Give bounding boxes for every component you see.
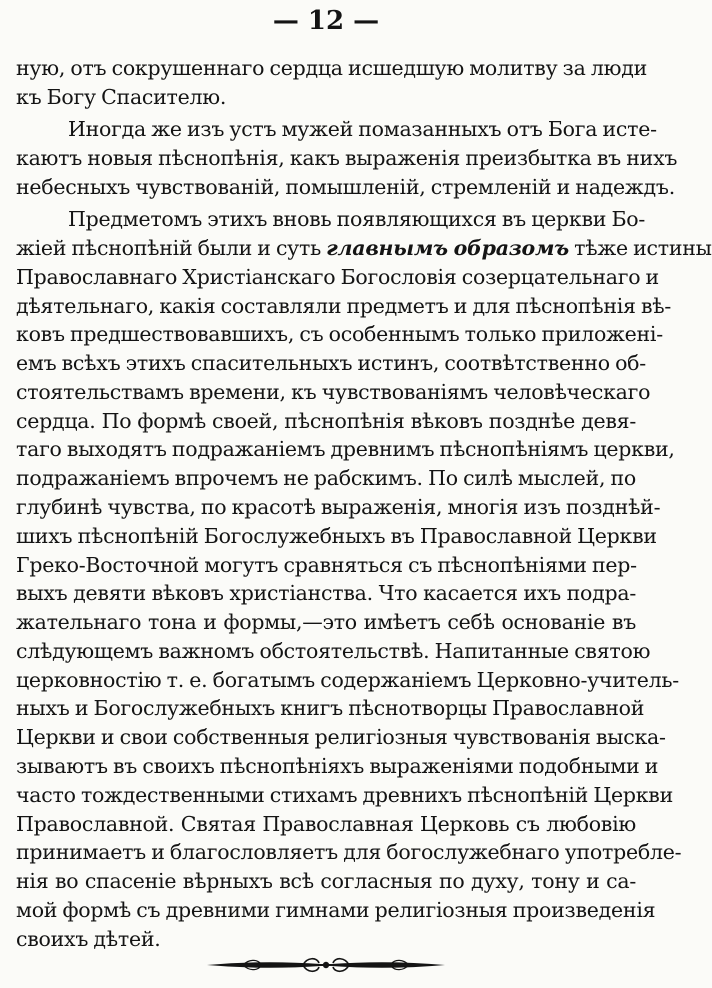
- text-line: Православнаго Христіанскаго Богословія созерцательнаго и: [16, 265, 659, 289]
- text-line: своихъ дѣтей.: [16, 927, 161, 951]
- text-line: шихъ пѣснопѣній Богослужебныхъ въ Православной Церкви: [16, 524, 657, 548]
- text-line: нія во спасеніе вѣрныхъ всѣ согласныя по духу, тону и са-: [16, 869, 636, 893]
- text-line-with-emphasis: [16, 234, 712, 262]
- text-line: Иногда же изъ устъ мужей помазанныхъ отъ Бога исте-: [68, 117, 657, 141]
- text-line: емъ всѣхъ этихъ спасительныхъ истинъ, соотвѣтственно об-: [16, 351, 646, 375]
- text-line: каютъ новыя пѣснопѣнія, какъ выраженія преизбытка въ нихъ: [16, 146, 678, 170]
- text-line: часто тождественными стихамъ древнихъ пѣснопѣній Церкви: [16, 783, 673, 807]
- text-line: Предметомъ этихъ вновь появляющихся въ церкви Бо-: [68, 207, 646, 231]
- text-line: къ Богу Спасителю.: [16, 85, 227, 109]
- text-line: подражаніемъ впрочемъ не рабскимъ. По силѣ мыслей, по: [16, 466, 636, 490]
- text-line: Греко-Восточной могутъ сравняться съ пѣснопѣніями пер-: [16, 553, 637, 577]
- text-line: ковъ предшествовавшихъ, съ особеннымъ только приложені-: [16, 322, 663, 346]
- text-line: глубинѣ чувства, по красотѣ выраженія, многія изъ позднѣй-: [16, 495, 661, 519]
- text-line: стоятельствамъ времени, къ чувствованіямъ человѣческаго: [16, 380, 651, 404]
- text-line: ную, отъ сокрушеннаго сердца исшедшую молитву за люди: [16, 56, 647, 80]
- text-line: таго выходятъ подражаніемъ древнимъ пѣснопѣніямъ церкви,: [16, 437, 675, 461]
- text-line: Православной. Святая Православная Церковь съ любовію: [16, 812, 636, 836]
- text-line: ныхъ и Богослужебныхъ книгъ пѣснотворцы Православной: [16, 696, 645, 720]
- text-line: церковностію т. е. богатымъ содержаніемъ Церковно-учитель-: [16, 668, 679, 692]
- text-segment: жіей пѣснопѣній были и суть: [16, 236, 327, 260]
- text-line: зываютъ въ своихъ пѣснопѣніяхъ выраженіями подобными и: [16, 754, 659, 778]
- text-line: небесныхъ чувствованій, помышленій, стремленій и надеждъ.: [16, 175, 675, 199]
- emphasized-phrase: главнымъ образомъ: [326, 236, 569, 260]
- text-line: слѣдующемъ важномъ обстоятельствѣ. Напитанные святою: [16, 639, 651, 663]
- text-line: сердца. По формѣ своей, пѣснопѣнія вѣковъ позднѣе девя-: [16, 409, 636, 433]
- text-line: мой формѣ съ древними гимнами религіозныя произведенія: [16, 898, 656, 922]
- text-segment: тѣже истины: [568, 236, 712, 260]
- text-line: Церкви и свои собственныя религіозныя чувствованія выска-: [16, 725, 666, 749]
- page-number: — 12 —: [272, 6, 380, 36]
- text-line: жательнаго тона и формы,—это имѣетъ себѣ основаніе въ: [16, 610, 636, 634]
- decorative-scroll-ornament-icon: [203, 955, 449, 975]
- text-line: выхъ девяти вѣковъ христіанства. Что касается ихъ подра-: [16, 581, 636, 605]
- text-line: дѣятельнаго, какія составляли предметъ и для пѣснопѣнія вѣ-: [16, 294, 672, 318]
- text-line: принимаетъ и благословляетъ для богослужебнаго употребле-: [16, 840, 682, 864]
